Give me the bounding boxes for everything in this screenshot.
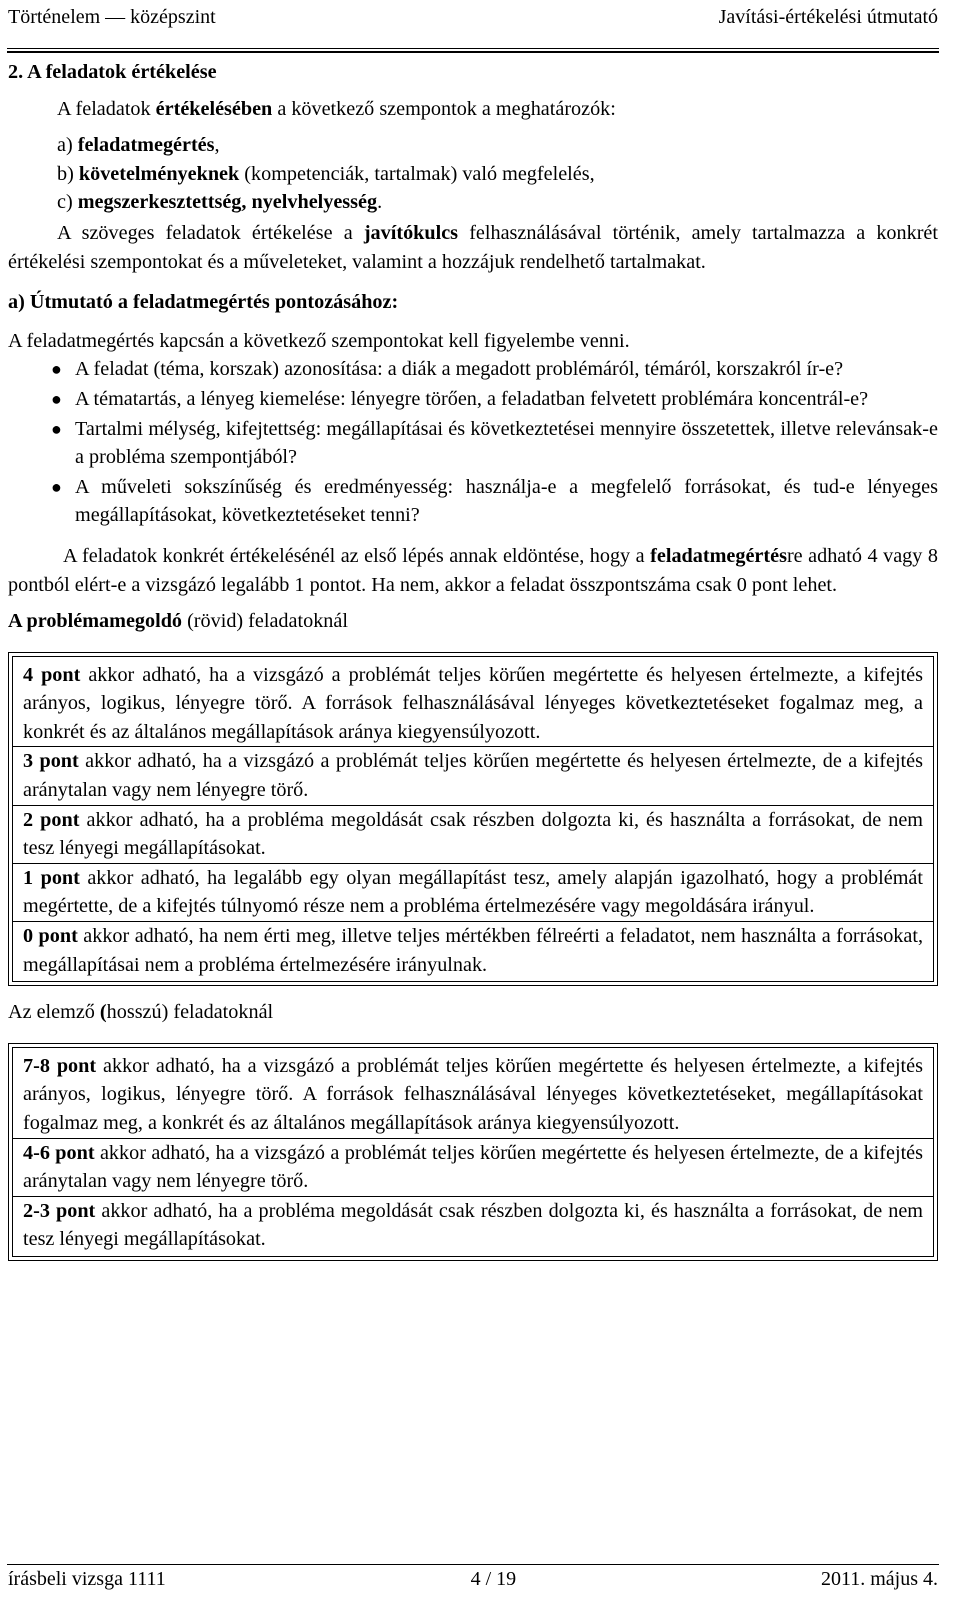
- page-content: [8, 58, 938, 1257]
- score-row: 2 pont akkor adható, ha a probléma megoldását csak részben dolgozta ki, és használta a forrásokat, de nem tesz lényegi megállapításokat.: [23, 808, 924, 860]
- score-row: 2-3 pont akkor adható, ha a probléma megoldását csak részben dolgozta ki, és használta a forrásokat, de nem tesz lényegi megállapításokat.: [23, 1199, 924, 1251]
- score-row: 4 pont akkor adható, ha a vizsgázó a problémát teljes körűen megértette és helyesen értelmezte, a kifejtés arányos, logikus, lényegre törő. A források felhasználásával lényeges következtetéseket fogalmaz meg, a konkrét és az általános megállapítások aránya kiegyensúlyozott.: [23, 663, 923, 743]
- score-row: 0 pont akkor adható, ha nem érti meg, illetve teljes mértékben félreérti a feladatot, nem használta a forrásokat, megállapításai nem a probléma értelmezésére irányulnak.: [23, 925, 923, 976]
- score-row: 4-6 pont akkor adható, ha a vizsgázó a problémát teljes körűen megértette és helyesen értelmezte, de a kifejtés aránytalan vagy nem lényegre törő.: [23, 1141, 923, 1193]
- header-rule-thick: [7, 51, 939, 53]
- bullet-icon: ●: [51, 418, 62, 439]
- page-footer: [8, 1567, 938, 1591]
- bullet-icon: ●: [51, 359, 62, 380]
- short-tasks-scoring-box: [12, 656, 934, 983]
- long-tasks-scoring-box: [12, 1047, 934, 1257]
- footer-date: 2011. május 4.: [820, 1568, 938, 1590]
- score-row: 1 pont akkor adható, ha legalább egy olyan megállapítást tesz, amely alapján igazolható, hogy a problémát megértette, de a kifejtés túlnyomó része nem a probléma értelmezésére vagy megoldására irányul.: [23, 866, 923, 918]
- header-doc-type: Javítási-értékelési útmutató: [718, 6, 938, 28]
- short-tasks-heading: A problémamegoldó (rövid) feladatoknál: [8, 610, 348, 633]
- key-paragraph: A szöveges feladatok értékelése a javítókulcs felhasználásával történik, amely tartalmazza a konkrét értékelési szempontokat és a műveleteket, valamint a hozzájuk rendelhető tartalmakat.: [8, 221, 938, 273]
- criteria-bullets: [8, 355, 938, 530]
- bullet-icon: ●: [51, 388, 62, 409]
- first-step-paragraph: A feladatok konkrét értékelésénél az első lépés annak eldöntése, hogy a feladatmegértésre adható 4 vagy 8 pontból elért-e a vizsgázó legalább 1 pontot. Ha nem, akkor a feladat összpontszáma csak 0 pont lehet.: [8, 544, 938, 596]
- consider-paragraph: A feladatmegértés kapcsán a következő szempontokat kell figyelembe venni.: [8, 329, 630, 352]
- header-subject: Történelem — középszint: [8, 6, 216, 28]
- criteria-item: c) megszerkesztettség, nyelvhelyesség.: [57, 191, 383, 214]
- criteria-list: [8, 131, 938, 217]
- criteria-item: b) követelményeknek (kompetenciák, tartalmak) való megfelelés,: [57, 162, 595, 185]
- criteria-item: a) feladatmegértés,: [57, 134, 220, 157]
- bullet-icon: ●: [51, 476, 62, 497]
- footer-exam-code: írásbeli vizsga 1111: [8, 1568, 166, 1590]
- page-header: [8, 0, 938, 29]
- score-row: 3 pont akkor adható, ha a vizsgázó a problémát teljes körűen megértette és helyesen értelmezte, de a kifejtés aránytalan vagy nem lényegre törő.: [23, 750, 923, 802]
- header-rule: [7, 48, 939, 49]
- long-tasks-heading: Az elemző (hosszú) feladatoknál: [8, 1001, 274, 1024]
- score-row: 7-8 pont akkor adható, ha a vizsgázó a problémát teljes körűen megértette és helyesen értelmezte, a kifejtés arányos, logikus, lényegre törő. A források felhasználásával lényeges következtetéseket, megállapításokat fogalmaz meg, a konkrét és az általános megállapítások aránya kiegyensúlyozott.: [23, 1054, 923, 1134]
- footer-page-number: 4 / 19: [470, 1568, 517, 1590]
- bullet-item: ● A műveleti sokszínűség és eredményesség: használja-e a megfelelő forrásokat, és tud-e lényeges megállapításokat, következtetéseket tenni?: [8, 473, 938, 530]
- subheading: a) Útmutató a feladatmegértés pontozásához:: [8, 291, 399, 314]
- section-title: 2. A feladatok értékelése: [8, 61, 217, 83]
- bullet-item: ● Tartalmi mélység, kifejtettség: megállapításai és következtetései mennyire összetettek, illetve relevánsak-e a probléma szempontjából?: [8, 415, 938, 472]
- bullet-item: ● A feladat (téma, korszak) azonosítása: a diák a megadott problémáról, témáról, korszakról ír-e?: [8, 355, 938, 384]
- bullet-item: ● A tématartás, a lényeg kiemelése: lényegre törően, a feladatban felvetett problémára koncentrál-e?: [8, 385, 938, 414]
- footer-rule: [7, 1564, 939, 1565]
- intro-paragraph: A feladatok értékelésében a következő szempontok a meghatározók:: [57, 97, 616, 120]
